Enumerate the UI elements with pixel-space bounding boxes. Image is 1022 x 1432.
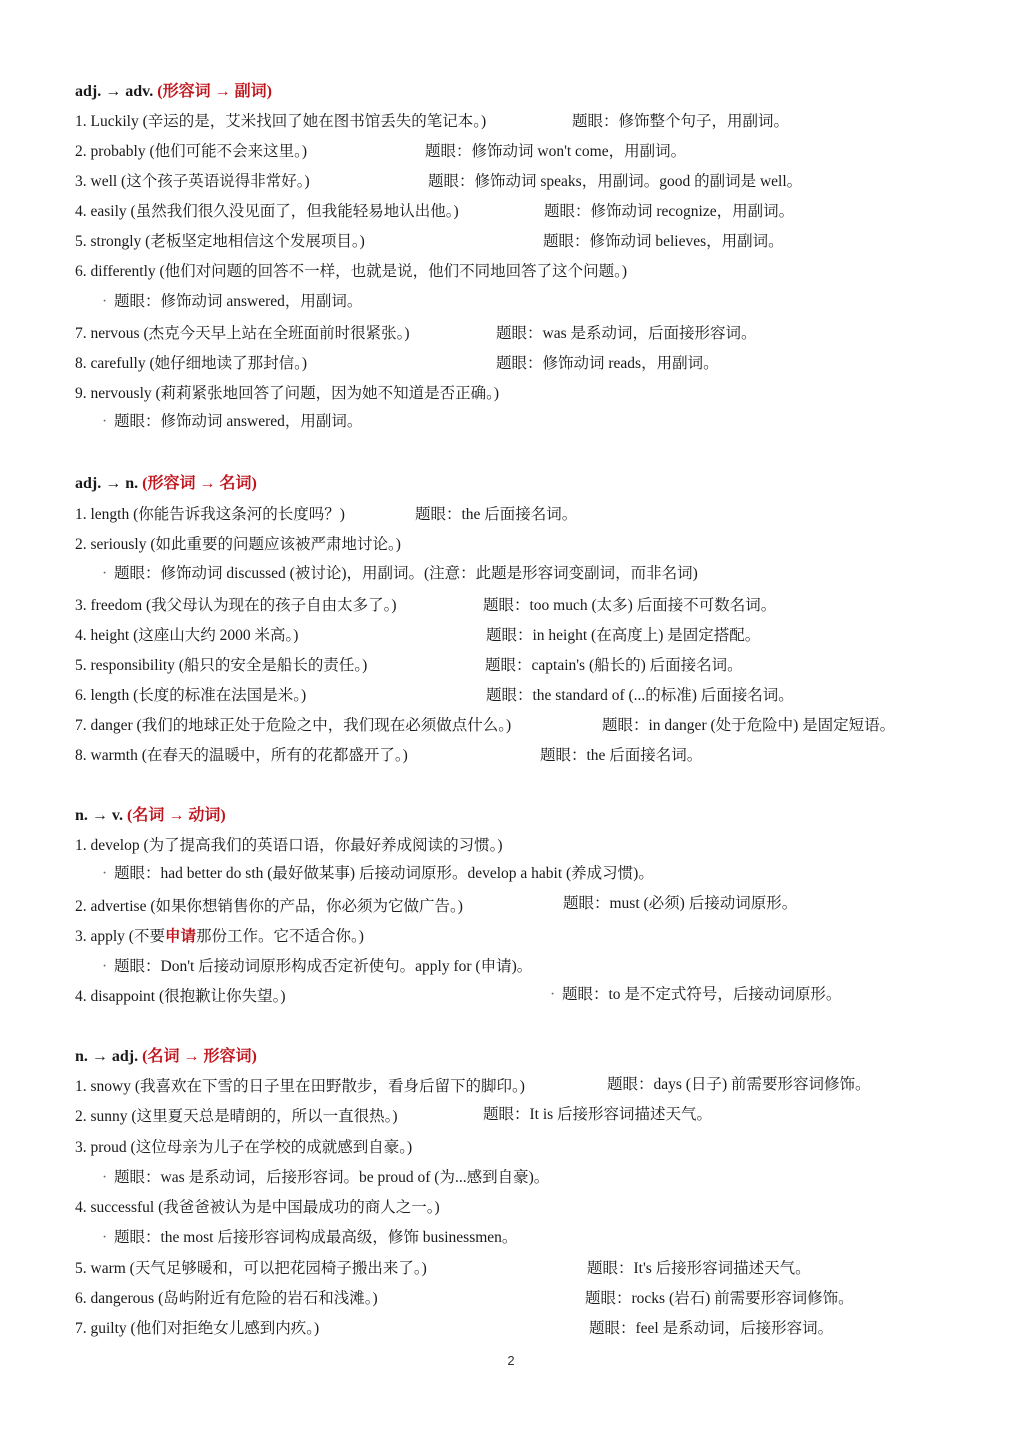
list-item: 3. proud (这位母亲为儿子在学校的成就感到自豪。): [75, 1139, 413, 1156]
list-item: 2. advertise (如果你想销售你的产品，你必须为它做广告。): [75, 898, 463, 915]
list-item: 5. strongly (老板坚定地相信这个发展项目。): [75, 233, 365, 250]
item-tip: 题眼：in danger (处于危险中) 是固定短语。: [602, 717, 896, 734]
list-item: 6. length (长度的标准在法国是米。): [75, 687, 307, 704]
item-tip: · 题眼：Don't 后接动词原形构成否定祈使句。apply for (申请)。: [102, 958, 533, 975]
list-item: 3. freedom (我父母认为现在的孩子自由太多了。): [75, 597, 397, 614]
list-item: 3. apply (不要申请那份工作。它不适合你。): [75, 928, 364, 945]
item-tip: 题眼：修饰动词 recognize，用副词。: [544, 203, 795, 220]
section-title: [75, 806, 226, 826]
section-title-cn: (名词 → 形容词): [142, 1048, 257, 1065]
section-title: [75, 474, 257, 494]
list-item: 4. successful (我爸爸被认为是中国最成功的商人之一。): [75, 1199, 440, 1216]
item-tip: 题眼：was 是系动词，后面接形容词。: [496, 325, 757, 342]
item-tip: 题眼：the 后面接名词。: [415, 506, 578, 523]
page-number: 2: [507, 1353, 515, 1368]
section-title-cn: (形容词 → 副词): [157, 83, 272, 100]
item-tip: · 题眼：修饰动词 answered，用副词。: [102, 413, 363, 430]
list-item: 9. nervously (莉莉紧张地回答了问题，因为她不知道是否正确。): [75, 385, 500, 402]
list-item: 2. seriously (如此重要的问题应该被严肃地讨论。): [75, 536, 401, 553]
section-title-pos: n. → adj.: [75, 1048, 139, 1065]
list-item: 2. sunny (这里夏天总是晴朗的，所以一直很热。): [75, 1108, 398, 1125]
list-item: 6. dangerous (岛屿附近有危险的岩石和浅滩。): [75, 1290, 378, 1307]
item-tip: · 题眼：had better do sth (最好做某事) 后接动词原形。develop a habit (养成习惯)。: [102, 865, 654, 882]
section-title-cn: (形容词 → 名词): [142, 475, 257, 492]
item-tip: 题眼：修饰整个句子，用副词。: [572, 113, 790, 130]
list-item: 1. length (你能告诉我这条河的长度吗？): [75, 506, 345, 523]
item-tip: · 题眼：修饰动词 answered，用副词。: [102, 293, 363, 310]
item-tip: 题眼：修饰动词 believes，用副词。: [543, 233, 784, 250]
list-item: 8. warmth (在春天的温暖中，所有的花都盛开了。): [75, 747, 408, 764]
section-title-pos: n. → v.: [75, 807, 124, 824]
item-tip: 题眼：the 后面接名词。: [540, 747, 703, 764]
section-title-cn: (名词 → 动词): [127, 807, 226, 824]
item-tip: 题眼：修饰动词 won't come，用副词。: [425, 143, 687, 160]
highlight-word: 申请: [164, 928, 196, 945]
section-title-pos: adj. → adv.: [75, 83, 154, 100]
list-item: 5. responsibility (船只的安全是船长的责任。): [75, 657, 368, 674]
list-item: 3. well (这个孩子英语说得非常好。): [75, 173, 310, 190]
item-tip: 题眼：rocks (岩石) 前需要形容词修饰。: [585, 1290, 854, 1307]
list-item: 4. easily (虽然我们很久没见面了，但我能轻易地认出他。): [75, 203, 459, 220]
list-item: 7. guilty (他们对拒绝女儿感到内疚。): [75, 1320, 320, 1337]
list-item: 1. Luckily (辛运的是，艾米找回了她在图书馆丢失的笔记本。): [75, 113, 487, 130]
list-item: 5. warm (天气足够暖和，可以把花园椅子搬出来了。): [75, 1260, 427, 1277]
item-tip: 题眼：days (日子) 前需要形容词修饰。: [607, 1076, 871, 1093]
item-tip: 题眼：修饰动词 reads，用副词。: [496, 355, 719, 372]
item-tip: 题眼：It is 后接形容词描述天气。: [483, 1106, 713, 1123]
list-item: 1. develop (为了提高我们的英语口语，你最好养成阅读的习惯。): [75, 837, 503, 854]
item-tip: · 题眼：was 是系动词，后接形容词。be proud of (为...感到自豪)。: [102, 1169, 550, 1186]
item-tip: 题眼：in height (在高度上) 是固定搭配。: [486, 627, 761, 644]
section-title: [75, 1047, 257, 1067]
list-item: 6. differently (他们对问题的回答不一样，也就是说，他们不同地回答了这个问题。): [75, 263, 628, 280]
item-tip: 题眼：the standard of (...的标准) 后面接名词。: [486, 687, 794, 704]
list-item: 8. carefully (她仔细地读了那封信。): [75, 355, 308, 372]
list-item: 7. danger (我们的地球正处于危险之中，我们现在必须做点什么。): [75, 717, 512, 734]
list-item: 4. height (这座山大约 2000 米高。): [75, 627, 299, 644]
item-tip: 题眼：must (必须) 后接动词原形。: [563, 895, 798, 912]
section-title-pos: adj. → n.: [75, 475, 139, 492]
item-tip: · 题眼：修饰动词 discussed (被讨论)，用副词。(注意：此题是形容词变副词，而非名词): [102, 565, 698, 582]
item-tip: 题眼：It's 后接形容词描述天气。: [587, 1260, 811, 1277]
list-item: 1. snowy (我喜欢在下雪的日子里在田野散步，看身后留下的脚印。): [75, 1078, 525, 1095]
item-tip: 题眼：feel 是系动词，后接形容词。: [589, 1320, 834, 1337]
list-item: 2. probably (他们可能不会来这里。): [75, 143, 308, 160]
item-tip: 题眼：captain's (船长的) 后面接名词。: [485, 657, 743, 674]
item-tip: · 题眼：the most 后接形容词构成最高级，修饰 businessmen。: [102, 1229, 518, 1246]
list-item: 4. disappoint (很抱歉让你失望。): [75, 988, 286, 1005]
list-item: 7. nervous (杰克今天早上站在全班面前时很紧张。): [75, 325, 410, 342]
item-tip: · 题眼：to 是不定式符号，后接动词原形。: [550, 986, 842, 1003]
item-tip: 题眼：修饰动词 speaks，用副词。good 的副词是 well。: [428, 173, 803, 190]
item-tip: 题眼：too much (太多) 后面接不可数名词。: [483, 597, 777, 614]
section-title: [75, 82, 272, 102]
